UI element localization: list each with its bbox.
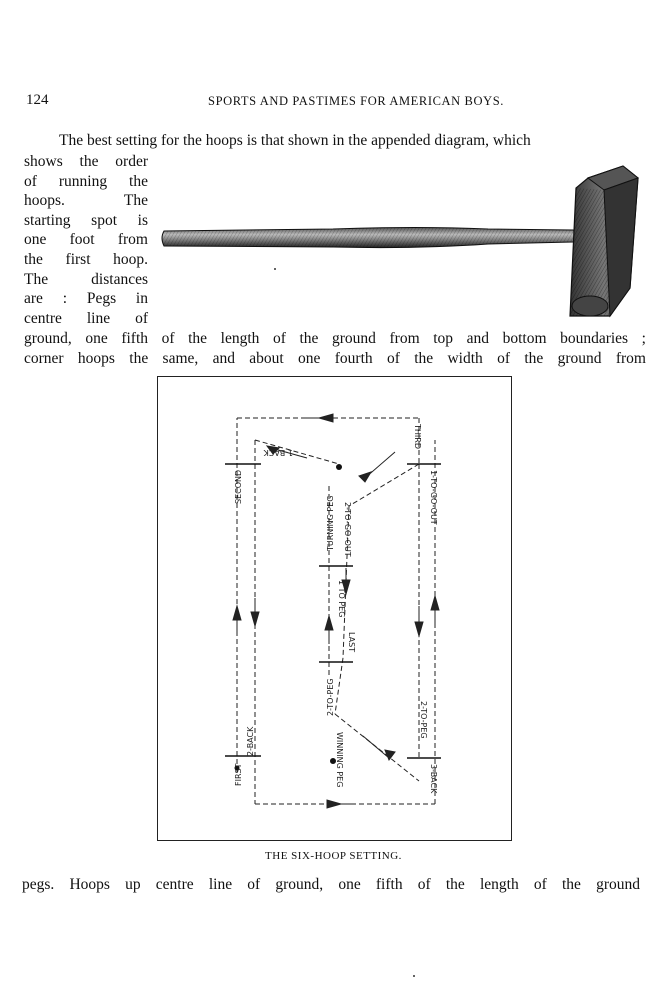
paragraph-narrow-column [24, 152, 148, 328]
page-number: 124 [26, 92, 49, 108]
text-line: The distances [24, 270, 148, 288]
text-line: are : Pegs in [24, 290, 148, 308]
label-turning-peg: TURNING PEG [326, 495, 335, 551]
text-line: the first hoop. [24, 250, 148, 268]
arrow-center-up [325, 616, 333, 644]
label-last: LAST [347, 632, 356, 653]
arrow-diag-bottom [363, 736, 395, 760]
label-one-back: 1-BACK [263, 448, 293, 457]
arrow-diag-top [359, 452, 395, 482]
label-three-back: 3-BACK [429, 764, 438, 794]
paragraph-full-line: ground, one fifth of the length of the ground from top and bottom boundaries ; [24, 330, 646, 347]
label-first: FIRST [234, 763, 243, 786]
label-winning-peg: WINNING PEG [335, 732, 344, 788]
arrow-right-down [415, 606, 423, 636]
text-line: hoops. The [24, 192, 148, 210]
arrow-top [305, 414, 333, 422]
diagram-caption: THE SIX-HOOP SETTING. [265, 850, 402, 862]
arrow-right-up [431, 596, 439, 628]
label-two-back: 2-BACK [246, 726, 255, 756]
turning-peg [336, 464, 342, 470]
print-speck [274, 268, 276, 270]
label-one-to-go-out: 1-TO-GO-OUT [429, 470, 438, 525]
text-line: centre line of [24, 309, 148, 327]
label-second: SECOND [234, 469, 243, 504]
text-line: one foot from [24, 231, 148, 249]
text-line: shows the order [24, 153, 148, 170]
mallet-illustration [158, 158, 643, 323]
paragraph-bottom-line: pegs. Hoops up centre line of ground, one fifth of the length of the ground [22, 876, 640, 893]
label-two-to-peg-center: 2-TO-PEG [326, 678, 335, 716]
text-line: of running the [24, 172, 148, 190]
label-two-to-peg-right: 2-TO-PEG [419, 701, 428, 739]
six-hoop-diagram [157, 376, 513, 842]
path-center-lower [335, 658, 343, 714]
path-diagonal-top [349, 464, 419, 506]
label-two-to-go-out: 2-TO-GO-OUT [343, 502, 352, 557]
label-third: THIRD [413, 424, 422, 449]
arrow-bottom [327, 800, 353, 808]
text-line: starting spot is [24, 211, 148, 229]
page-header [26, 92, 646, 114]
paragraph-first-line: The best setting for the hoops is that shown in the appended diagram, which [59, 132, 531, 149]
running-title: SPORTS AND PASTIMES FOR AMERICAN BOYS. [208, 94, 504, 108]
label-one-to-peg: 1 TO PEG [337, 580, 346, 618]
arrow-left-down [251, 598, 259, 626]
paragraph-full-line: corner hoops the same, and about one fourth of the width of the ground from [24, 350, 646, 367]
print-speck [413, 975, 415, 977]
arrow-left-up [233, 606, 241, 634]
